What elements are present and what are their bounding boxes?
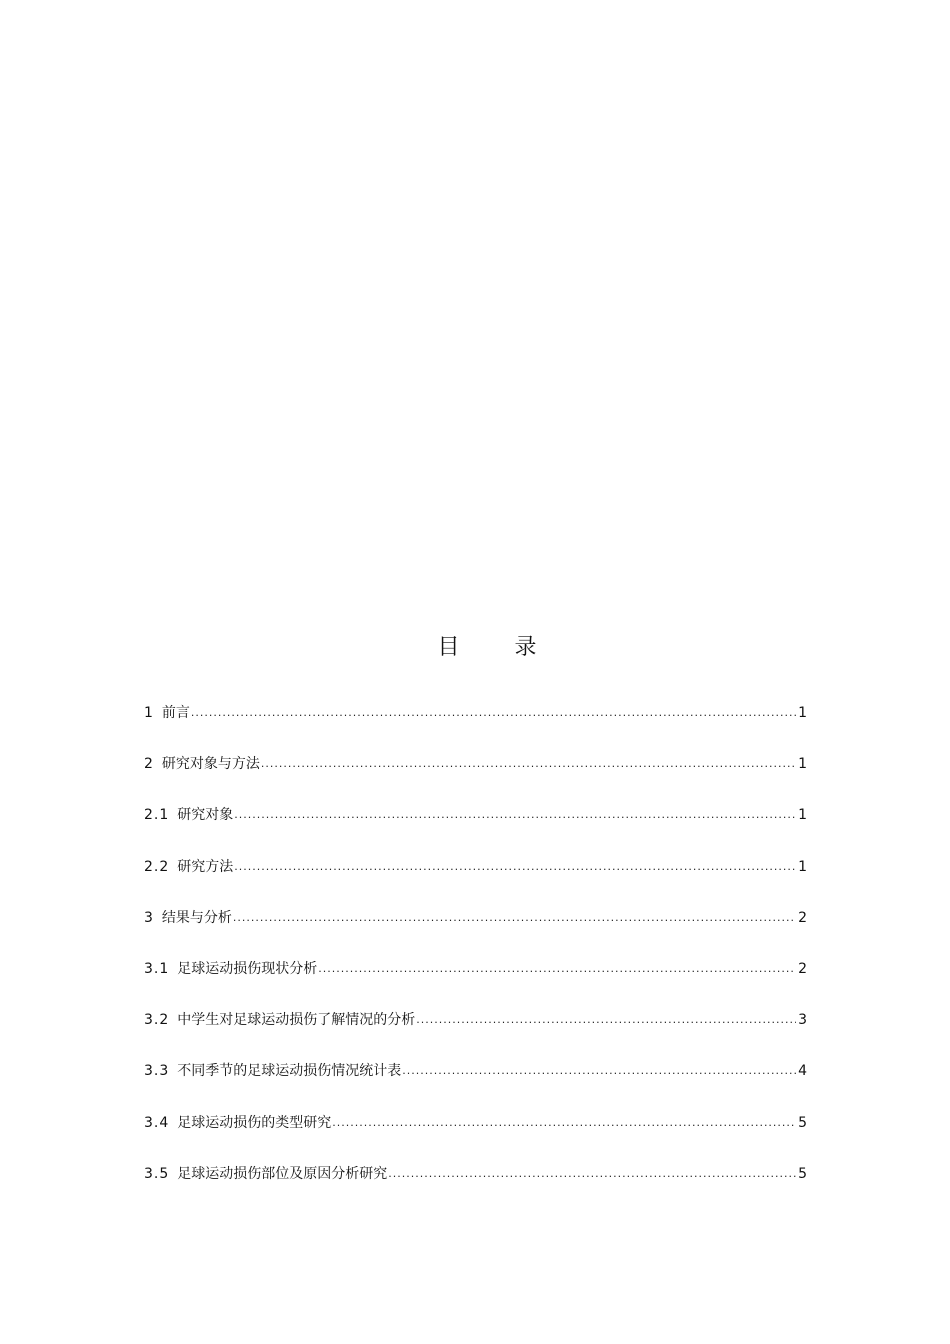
toc-entry-page: 1 — [798, 858, 807, 875]
toc-entry-page: 1 — [798, 756, 807, 773]
toc-leader-dots — [234, 854, 796, 880]
toc-entry[interactable] — [144, 1161, 807, 1212]
toc-entry-title: 不同季节的足球运动损伤情况统计表 — [177, 1063, 402, 1080]
toc-leader-dots — [332, 1110, 796, 1136]
toc-entry[interactable] — [144, 905, 807, 956]
toc-entry[interactable] — [144, 956, 807, 1007]
toc-entry-number: 2.1 — [144, 807, 170, 824]
toc-entry-number: 3.3 — [144, 1063, 170, 1080]
toc-entry-number: 2 — [144, 756, 154, 773]
toc-entry-page: 4 — [798, 1063, 807, 1080]
toc-entry[interactable] — [144, 802, 807, 853]
toc-entry[interactable] — [144, 1058, 807, 1109]
toc-leader-dots — [402, 1058, 796, 1084]
toc-leader-dots — [191, 700, 796, 726]
toc-entry-number: 3.5 — [144, 1165, 170, 1182]
toc-entry-page: 5 — [798, 1165, 807, 1182]
toc-entry-number: 2.2 — [144, 858, 170, 875]
toc-leader-dots — [261, 751, 796, 777]
toc-entry-page: 2 — [798, 909, 807, 926]
toc-entry-title: 研究方法 — [177, 858, 234, 875]
toc-entry-number: 3.4 — [144, 1114, 170, 1131]
toc-leader-dots — [318, 956, 796, 982]
toc-leader-dots — [233, 905, 796, 931]
toc-entry[interactable] — [144, 1007, 807, 1058]
toc-entry-page: 3 — [798, 1012, 807, 1029]
toc-entry-page: 1 — [798, 807, 807, 824]
toc-entry-number: 3.2 — [144, 1012, 170, 1029]
toc-entry-title: 研究对象与方法 — [161, 756, 260, 773]
toc-entry-title: 足球运动损伤现状分析 — [177, 960, 318, 977]
toc-leader-dots — [416, 1007, 796, 1033]
toc-leader-dots — [234, 802, 796, 828]
toc-entry-page: 2 — [798, 960, 807, 977]
toc-entry-number: 1 — [144, 705, 154, 721]
toc-entry[interactable] — [144, 854, 807, 905]
toc-entry[interactable] — [144, 700, 807, 751]
toc-entry-title: 研究对象 — [177, 807, 234, 824]
toc-list — [144, 700, 807, 1212]
toc-entry[interactable] — [144, 751, 807, 802]
toc-entry-page: 1 — [798, 705, 807, 721]
toc-entry[interactable] — [144, 1110, 807, 1161]
toc-entry-title: 结果与分析 — [161, 909, 232, 926]
toc-entry-title: 前言 — [161, 705, 190, 721]
toc-leader-dots — [388, 1161, 796, 1187]
toc-entry-number: 3.1 — [144, 960, 170, 977]
toc-entry-title: 足球运动损伤的类型研究 — [177, 1114, 332, 1131]
toc-entry-page: 5 — [798, 1114, 807, 1131]
toc-entry-title: 足球运动损伤部位及原因分析研究 — [177, 1165, 388, 1182]
toc-title: 目 录 — [437, 635, 561, 660]
toc-entry-title: 中学生对足球运动损伤了解情况的分析 — [177, 1012, 416, 1029]
toc-entry-number: 3 — [144, 909, 154, 926]
